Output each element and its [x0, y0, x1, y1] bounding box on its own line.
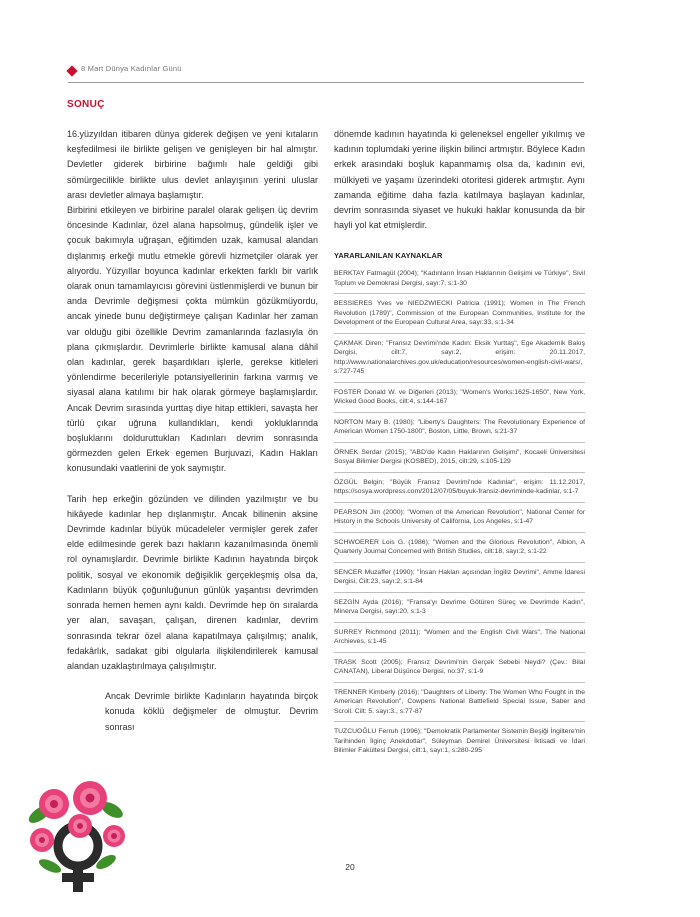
references-list: [334, 269, 585, 761]
running-header: [68, 64, 584, 83]
diamond-bullet-icon: [66, 65, 77, 76]
reference-item: PEARSON Jim (2000); "Women of the American Revolution", National Center for History in the Schools University of California, Los Angeles, s:1-47: [334, 508, 585, 533]
reference-item: SENCER Muzaffer (1990); "İnsan Hakları açısından İngiliz Devrimi", Amme İdaresi Dergisi, Cilt:23, sayı:2, s:1-84: [334, 568, 585, 593]
paragraph: 16.yüzyıldan itibaren dünya giderek değişen ve yeni kıtaların keşfedilmesi ile birlikte gelişen ve genişleyen bir hal almıştır. Devletler giderek birbirine bağımlı hale geldiği gibi sömürgecilikle birlikte ulus devlet anlayışının yerini uluslar arası devletler almaya başlamıştır.: [67, 129, 318, 200]
reference-item: FOSTER Donald W. ve Diğerleri (2013); "Women's Works:1625-1650", New York, Wicked Good Books, cilt:4, s:144-167: [334, 388, 585, 413]
reference-item: BERKTAY Fatmagül (2004); "Kadınların İnsan Haklarının Gelişimi ve Türkiye", Sivil Toplum ve Demokrasi Dergisi, sayı:7, s:1-30: [334, 269, 585, 294]
reference-item: SURREY Richmond (2011); "Women and the English Civil Wars", The National Archieves, s:1-45: [334, 628, 585, 653]
reference-item: BESSIERES Yves ve NIEDZWIECKI Patricia (1991); Women in The French Revolution (1789)", Commission of the European Communities, Institute for the Development of the European Cultural Area, sayı:33, s:1-34: [334, 299, 585, 334]
paragraph: Tarih hep erkeğin gözünden ve dilinden yazılmıştır ve bu hikâyede kadınlar hep dışlanmıştır. Ancak bilinenin aksine Devrimde kadınlar büyük mücadeleler vermişler gerek zafer elde edilmesinde gerek bazı hakların kazanılmasında önemli rol oynamışlardır. Devrimle birlikte Kadının hayatında birçok politik, sosyal ve ekonomik değişiklik gerçekleşmiş olsa da, Kadınların büyük çoğunluğunun günlük yaşantısı devrimden sonrada hemen hemen aynı kaldı. Devrimde hep ön sıralarda yer alan, savaşan, çalışan, direnen kadınlar, devrim sonrasında tekrar özel alana kapatılmaya çalışılmış; analık, fedakârlık, sadakat gibi olgularla ilişkilendirilerek kamusal alandan uzaklaştırılmaya çalışılmıştır.: [67, 493, 318, 671]
references-title: YARARLANILAN KAYNAKLAR: [334, 251, 443, 261]
reference-item: ÇAKMAK Diren; "Fransız Devrimi'nde Kadın: Eksik Yurttaş", Ege Akademik Bakış Dergisi, cilt:7, sayı:2, erişim: 20.11.2017, http://www.nationalarchives.gov.uk/education/resources/women-english-civil-wars/, s:727-745: [334, 339, 585, 383]
rose-female-symbol-icon: [20, 774, 130, 896]
reference-item: TRASK Scott (2005); Fransız Devrimi'nin Gerçek Sebebi Neydi? (Çev.: Bilal CANATAN), Liberal Düşünce Dergisi, no:37, s:1-9: [334, 658, 585, 683]
paragraph: Ancak Devrimle birlikte Kadınların hayatında birçok konuda köklü değişmeler de olmuştur. Devrim sonrası: [105, 691, 318, 732]
right-column: [334, 127, 585, 766]
reference-item: TUZCUOĞLU Ferruh (1996); "Demokratik Parlamenter Sistemin Beşiği İngiltere'nin Tarihinden İlginç Anekdotlar", Süleyman Demirel Üniversitesi İktisadi ve İdari Bilimler Fakültesi Dergisi, cilt:1, sayı:1, s:280-295: [334, 728, 585, 755]
header-title: 8 Mart Dünya Kadınlar Günü: [81, 64, 182, 73]
paragraph: dönemde kadının hayatında ki geleneksel engeller yıkılmış ve kadının toplumdaki yerine ilişkin bilinci artmıştır. Böylece Kadın erkek arasındaki boşluk kapanmamış olsa da, kadının evi, mülkiyeti ve yaşamı üzerindeki otoritesi giderek artmıştır. Aynı zamanda eğitime daha fazla katılmaya başlayan kadınlar, devrim sonrasında siyaset ve hukuki haklar konusunda da bir hayli yol kat etmişlerdir.: [334, 129, 585, 231]
page-number: 20: [345, 862, 355, 872]
reference-item: SEZGİN Ayda (2016); "Fransa'yı Devrime Götüren Süreç ve Devrimde Kadın", Minerva Dergisi, sayı:20, s:1-3: [334, 598, 585, 623]
reference-item: NORTON Mary B. (1980); "Liberty's Daughters: The Revolutionary Experience of American Women 1750-1800", Boston, Little, Brown, s:21-37: [334, 418, 585, 443]
left-column: [67, 127, 318, 735]
paragraph: Birbirini etkileyen ve birbirine paralel olarak gelişen üç devrim öncesinde Kadınlar, özel alana hapsolmuş, gündelik işler ve çocuk bakımıyla uğraşan, eğitimden uzak, kamusal alandan dışlanmış erkeği mutlu etmekle görevli hizmetçiler olarak yer alıyordu. Yüzyıllar boyunca kadınlar erkekten farklı bir varlık olarak onun tamamlayıcısı görevini üstlenmişlerdi ve bunun bir anda Devrimle değişmesi çokta mümkün gözükmüyordu, ancak yinede bunu değiştirmeye çalışan Kadınlar her zaman var olduğu gibi özellikle Devrim zamanlarında fazlasıyla ön plana çıkmışlardır. Devrimlerle birlikte kamusal alana dâhil olan kadınlar, gerek başardıkları işlerle, gerekse kitleleri yönlendirme becerileriyle potansiyellerinin farkına varmış ve siyasal alana katılımı bir hak olarak görmeye başlamışlardır. Ancak Devrim sırasında yurttaş diye hitap ettikleri, savaşta her türlü çıkar uğruna kullandıkları, kendi yokluklarında boşluklarını dolduruttukları Kadınları devrim sonrasında görmezden gelen Erkek egemen Burjuvazi, Kadın Hakları konusundaki vaatlerini de yok saymıştır.: [67, 205, 318, 474]
reference-item: ÖRNEK Serdar (2015); "ABD'de Kadın Haklarının Gelişimi", Kocaeli Üniversitesi Sosyal Bilimler Dergisi (KOSBED), 2015, cilt:29, s:105-129: [334, 448, 585, 473]
reference-item: ÖZGÜL Belgin; "Büyük Fransız Devrimi'nde Kadınlar", erişim: 11.12.2017, https://sosya.wordpress.com/2012/07/05/buyuk-fransiz-devriminde-kadinlar, s:1-7: [334, 478, 585, 503]
section-title: SONUÇ: [67, 99, 105, 110]
reference-item: SCHWOERER Lois G. (1986); "Women and the Glorious Revolution", Albion, A Quarterly Journal Concerned with British Studies, cilt:18, sayı:2, s:1-22: [334, 538, 585, 563]
reference-item: TRENNER Kimberly (2016); "Daughters of Liberty: The Women Who Fought in the American Revolution", Cowpens National Battlefield Special Issue, Saber and Scroll. Cilt: 5. sayı:3., s:77-87: [334, 688, 585, 723]
